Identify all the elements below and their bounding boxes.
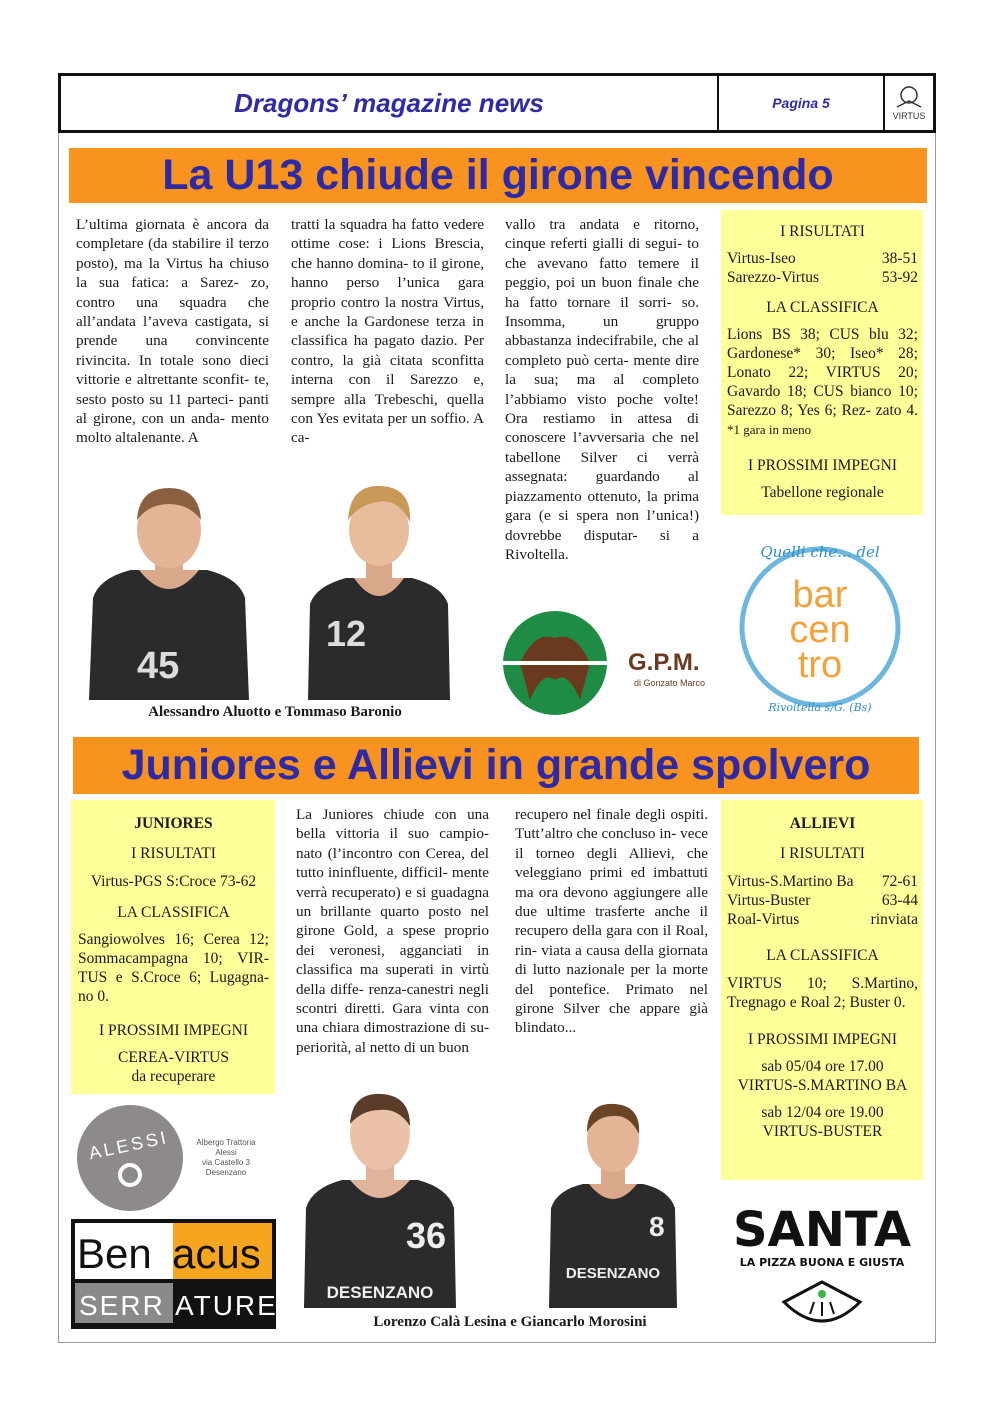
alessi-logo — [76, 1103, 276, 1213]
u13-standings-title: LA CLASSIFICA — [766, 299, 879, 316]
article2-title: Juniores e Allievi in grande spolvero — [121, 741, 871, 789]
juniores-next-title: I PROSSIMI IMPEGNI — [99, 1022, 248, 1039]
svg-text:ALESSI: ALESSI — [87, 1126, 171, 1164]
svg-text:di Gonzato Marco: di Gonzato Marco — [634, 678, 706, 688]
juniores-next-note: da recuperare — [131, 1068, 216, 1085]
juniores-result: Virtus-PGS S:Croce 73-62 — [90, 873, 257, 890]
svg-text:G.P.M.: G.P.M. — [628, 649, 700, 676]
svg-text:45: 45 — [137, 645, 180, 687]
allievi-next-title: I PROSSIMI IMPEGNI — [748, 1031, 897, 1048]
juniores-title: JUNIORES — [134, 815, 213, 832]
svg-text:12: 12 — [326, 613, 367, 654]
svg-text:LA PIZZA BUONA E GIUSTA: LA PIZZA BUONA E GIUSTA — [739, 1256, 905, 1269]
svg-text:36: 36 — [406, 1215, 447, 1256]
virtus-logo — [885, 76, 933, 130]
svg-text:ATURE: ATURE — [175, 1290, 276, 1321]
article1-photo-caption: Alessandro Aluotto e Tommaso Baronio — [148, 704, 402, 720]
allievi-result-row: Virtus-Buster 63-44 — [727, 892, 918, 909]
article1-title: La U13 chiude il girone vincendo — [162, 151, 834, 199]
u13-results-title: I RISULTATI — [780, 223, 865, 240]
article1-col1: L’ultima giornata è ancora da completare (da stabilire il terzo posto), ma la Virtus ha chiuso la sua fatica: a Sarez- zo, contro una squadra che all’andata l’aveva castigata, si prende una convincente rivincita. In totale sono dieci vittorie e altrettante sconfit- te, sesto posto su 11 parteci- panti al girone, con un anda- mento molto altalenante. A — [76, 216, 269, 447]
page-number: Pagina 5 — [719, 76, 885, 130]
u13-results-box — [721, 210, 923, 515]
player-photo-baronio — [298, 474, 460, 700]
allievi-result-row: Virtus-S.Martino Ba 72-61 — [727, 873, 918, 890]
allievi-result-row: Roal-Virtus rinviata — [727, 911, 918, 928]
u13-result-row: Sarezzo-Virtus 53-92 — [727, 269, 918, 286]
allievi-results-title: I RISULTATI — [780, 845, 865, 862]
juniores-standings-title: LA CLASSIFICA — [117, 904, 230, 921]
allievi-standings: VIRTUS 10; S.Martino, Tregnago e Roal 2; Buster 0. — [727, 975, 918, 1011]
svg-text:SERR: SERR — [79, 1290, 165, 1321]
svg-text:Ben: Ben — [77, 1230, 152, 1277]
allievi-next1-match: VIRTUS-S.MARTINO BA — [737, 1077, 908, 1094]
u13-result-row: Virtus-Iseo 38-51 — [727, 250, 918, 267]
gpm-logo — [500, 610, 730, 716]
svg-text:tro: tro — [797, 644, 843, 686]
santa-logo — [730, 1190, 915, 1338]
svg-text:DESENZANO: DESENZANO — [565, 1265, 661, 1282]
svg-text:Albergo Trattoria: Albergo Trattoria — [196, 1138, 256, 1147]
allievi-next2-match: VIRTUS-BUSTER — [762, 1123, 883, 1140]
article2-photo-caption: Lorenzo Calà Lesina e Giancarlo Morosini — [373, 1314, 647, 1330]
barcentro-logo — [736, 527, 904, 715]
svg-text:SANTA: SANTA — [732, 1202, 912, 1258]
article2-col1: La Juniores chiude con una bella vittoria il suo campio- nato (l’incontro con Cerea, del tutto ininfluente, difficil- mente verrà recuperato) e si guadagna un brillante quarto posto nel girone Gold, a spese proprio dei veronesi, agganciati in classifica ma superati in virtù della diffe- renza-canestri negli scontri diretti. Gara vinta con una chiara dimostrazione di su- periorità, al netto di un buon — [296, 806, 489, 1056]
allievi-title: ALLIEVI — [789, 815, 856, 832]
juniores-standings: Sangiowolves 16; Cerea 12; Sommacampagna 10; VIR- TUS e S.Croce 6; Lugagna- no 0. — [78, 931, 269, 1005]
article1-col3: vallo tra andata e ritorno, cinque referti gialli di segui- to che avevano fatto temere il peggio, poi un buon finale che ha fatto tornare il sorri- so. Insomma, un gruppo abbastanza indecifrabile, che al completo può certa- mente dire la sua; ma al completo l’abbiamo visto poche volte! Ora restiamo in attesa di conoscere l’avversaria che nel tabellone Silver ci verrà assegnata: guardando al piazzamento ottenuto, la prima gara (e si spera non l’unica!) dovrebbe disputar- si a Rivoltella. — [505, 216, 699, 563]
svg-text:8: 8 — [649, 1211, 665, 1242]
u13-next: Tabellone regionale — [761, 484, 884, 501]
page-header — [58, 73, 936, 133]
juniores-next-match: CEREA-VIRTUS — [117, 1049, 229, 1066]
article2-title-banner — [73, 737, 919, 794]
juniores-results-title: I RISULTATI — [131, 845, 216, 862]
juniores-box — [71, 800, 275, 1094]
u13-standings: Lions BS 38; CUS blu 32; Gardonese* 30; Iseo* 28; Lonato 22; VIRTUS 20; Gavardo 18; CUS bianco 10; Sarezzo 8; Yes 6; Rez- zato 4. *1 gara in meno — [727, 326, 918, 437]
player-photo-aluotto — [79, 478, 259, 700]
svg-text:VIRTUS: VIRTUS — [892, 111, 926, 121]
svg-text:cen: cen — [789, 609, 851, 651]
allievi-next1-date: sab 05/04 ore 17.00 — [761, 1058, 884, 1075]
svg-text:Quelli che... del: Quelli che... del — [760, 543, 880, 561]
svg-text:via Castello 3: via Castello 3 — [201, 1158, 251, 1167]
svg-text:Rivoltella s/G. (Bs): Rivoltella s/G. (Bs) — [768, 701, 872, 714]
u13-next-title: I PROSSIMI IMPEGNI — [748, 457, 897, 474]
allievi-next2-date: sab 12/04 ore 19.00 — [761, 1104, 884, 1121]
svg-text:acus: acus — [172, 1230, 261, 1277]
article1-title-banner — [69, 148, 927, 203]
player-photo-cala-lesina — [300, 1088, 460, 1308]
allievi-standings-title: LA CLASSIFICA — [766, 947, 879, 964]
allievi-box — [721, 800, 923, 1180]
svg-text:bar: bar — [792, 574, 848, 616]
svg-text:DESENZANO: DESENZANO — [326, 1283, 434, 1302]
svg-text:Alessi: Alessi — [215, 1148, 237, 1157]
player-photo-morosini — [543, 1098, 683, 1308]
svg-text:Desenzano: Desenzano — [205, 1168, 247, 1177]
benacus-logo — [71, 1219, 276, 1329]
magazine-title: Dragons’ magazine news — [61, 76, 719, 130]
article2-col2: recupero nel finale degli ospiti. Tutt’altro che concluso in- vece il torneo degli Allievi, che veleggiano primi ed imbattuti ma ora devono aggiungere alle due ultime trasferte anche il recupero della gara con il Roal, rin- viata a causa della giornata di lutto nazionale per la morte del pontefice. Primato nel girone Silver che appare già blindato... — [515, 806, 708, 1037]
article1-col2: tratti la squadra ha fatto vedere ottime cose: i Lions Brescia, che hanno domina- to il girone, hanno perso l’unica gara proprio contro la nostra Virtus, e anche la Gardonese terza in classifica ha pagato dazio. Per contro, la già citata sconfitta interna con il Sarezzo e, sempre alla Trebeschi, quella con Yes evitata per un soffio. A ca- — [291, 216, 484, 447]
